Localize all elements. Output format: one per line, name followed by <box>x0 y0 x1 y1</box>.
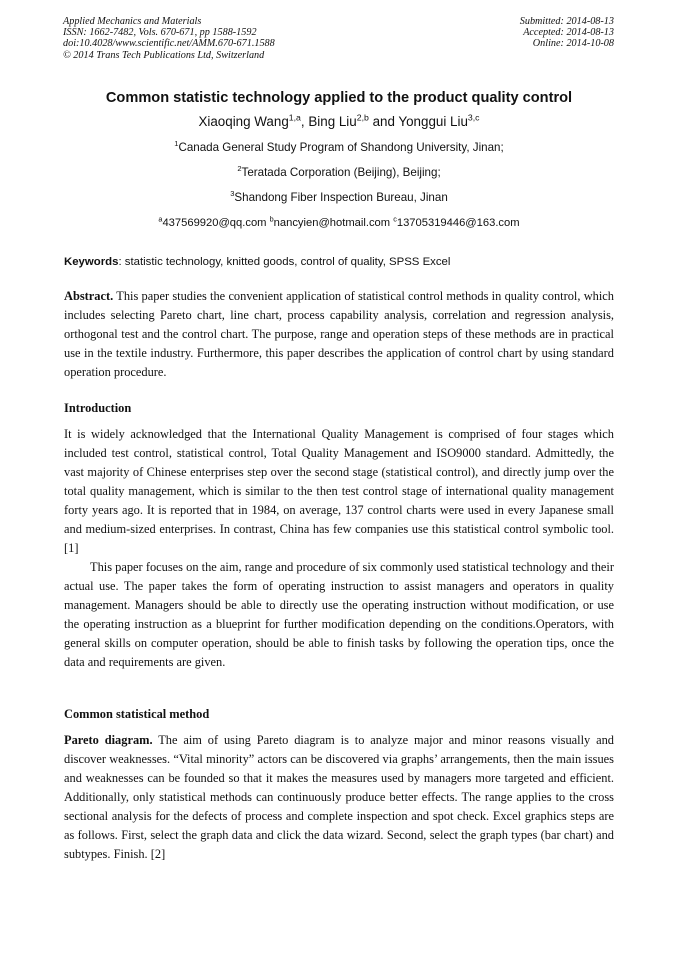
accepted-date: Accepted: 2014-08-13 <box>523 27 614 39</box>
email-address: 437569920@qq.com <box>162 217 267 229</box>
pareto-text: The aim of using Pareto diagram is to analyze major and minor reasons visually and discover weaknesses. “Vital minority” actors can be discovered via graphs’ arrangements, then the main issues and weaknesses can be founded so that it makes the measures used by managers more targeted and efficient. Additionally, only statistical methods can continuously produce better effects. The range applies to the cross sectional analysis for the defects of process and complete inspection and spot check. Excel graphics steps are as follows. First, select the graph data and click the data wizard. Second, select the graph types (bar chart) and subtypes. Finish. [2] <box>64 733 615 862</box>
introduction-paragraph-1: It is widely acknowledged that the International Quality Management is comprised of four stages which included test control, statistical control, Total Quality Management and ISO9000 standard. Admittedly, the vast majority of Chinese enterprises step over the second stage (statistical control), and directly jump over the total quality management, which is similar to the then test control stage of international quality management forty years ago. It is reported that in 1984, on average, 137 control charts were used in every Japanese small and medium-sized enterprises. In contrast, China has few companies use this statistical control symbolic tool. [1] <box>64 427 614 556</box>
author-list <box>0 114 678 129</box>
keywords-text: : statistic technology, knitted goods, control of quality, SPSS Excel <box>118 256 451 268</box>
email-address: 13705319446@163.com <box>396 217 520 229</box>
submitted-date: Submitted: 2014-08-13 <box>519 16 614 27</box>
journal-copyright: © 2014 Trans Tech Publications Ltd, Switzerland <box>63 49 265 61</box>
author-name: Yonggui Liu <box>398 114 468 129</box>
email-superscript: b <box>269 214 274 224</box>
affiliation-superscript: 2 <box>237 164 242 174</box>
journal-name: Applied Mechanics and Materials <box>63 16 202 27</box>
author-separator: and <box>368 114 399 129</box>
email-superscript: a <box>158 214 163 224</box>
online-date: Online: 2014-10-08 <box>532 38 614 50</box>
affiliation-text: Shandong Fiber Inspection Bureau, Jinan <box>234 191 448 204</box>
section-heading-common-statistical-method: Common statistical method <box>64 707 210 721</box>
affiliation-superscript: 1 <box>174 139 179 149</box>
journal-header <box>63 16 275 61</box>
pareto-label: Pareto diagram. <box>64 733 153 747</box>
email-address: nancyien@hotmail.com <box>273 217 391 229</box>
abstract-label: Abstract. <box>64 289 114 303</box>
abstract-text: This paper studies the convenient application of statistical control methods in quality control, which includes selecting Pareto chart, line chart, process capability analysis, correlation and regression analysis, orthogonal test and the control chart. The purpose, range and operation steps of these methods are in practical use in the textile industry. Furthermore, this paper describes the application of control chart by using standard operation procedure. <box>64 289 614 380</box>
email-superscript: c <box>393 214 397 224</box>
keywords-label: Keywords <box>64 256 119 268</box>
author-superscript: 1,a <box>288 112 301 123</box>
author-emails <box>0 214 678 229</box>
affiliation <box>0 191 678 204</box>
author-superscript: 3,c <box>467 112 480 123</box>
introduction-paragraph-2: This paper focuses on the aim, range and procedure of six commonly used statistical technology and their actual use. The paper takes the form of operating instruction to assist managers and operators in quality management. Managers should be able to directly use the operating instruction without modification, or use the operating instruction as a blueprint for further modification depending on the conditions.Operators, with general skills on computer operation, should be able to finish tasks by following the operation tips, once the data and requirements are given. <box>64 560 614 670</box>
author-superscript: 2,b <box>356 112 369 123</box>
author-name: Xiaoqing Wang <box>198 114 289 129</box>
journal-doi: doi:10.4028/www.scientific.net/AMM.670-671.1588 <box>63 38 275 50</box>
pareto-paragraph <box>64 731 614 864</box>
paper-title: Common statistic technology applied to the product quality control <box>105 90 573 106</box>
affiliation <box>0 166 678 179</box>
affiliation-text: Canada General Study Program of Shandong University, Jinan; <box>178 141 504 154</box>
affiliation-superscript: 3 <box>230 189 235 199</box>
affiliation-text: Teratada Corporation (Beijing), Beijing; <box>241 166 441 179</box>
keywords-line <box>64 256 450 268</box>
author-name: Bing Liu <box>308 114 357 129</box>
author-separator: , <box>300 114 309 129</box>
journal-issn: ISSN: 1662-7482, Vols. 670-671, pp 1588-1592 <box>63 27 257 39</box>
section-heading-introduction: Introduction <box>64 401 132 415</box>
dates-header <box>520 16 614 50</box>
affiliation <box>0 141 678 154</box>
abstract-paragraph <box>64 287 614 382</box>
